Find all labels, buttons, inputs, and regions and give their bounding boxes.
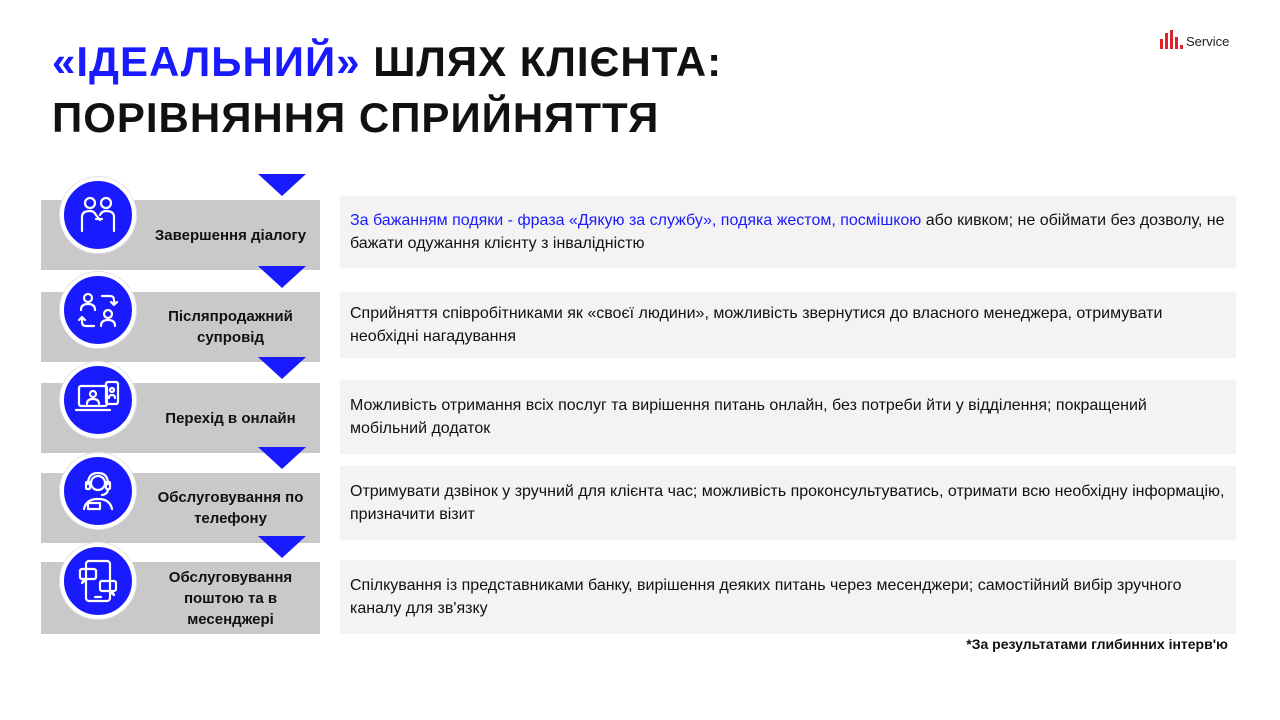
stage-label-1: Завершення діалогу bbox=[154, 226, 307, 244]
call-center-operator-icon bbox=[60, 453, 136, 529]
stage-desc-rest-3: Можливість отримання всіх послуг та вирішення питань онлайн, без потреби йти у відділення; покращений мобільний додаток bbox=[350, 397, 1147, 437]
handshake-people-icon bbox=[60, 177, 136, 253]
logo-text: Service bbox=[1186, 33, 1230, 49]
people-exchange-icon bbox=[60, 272, 136, 348]
stage-desc-text-5 bbox=[350, 574, 1226, 620]
stage-label-4: Обслуговування по телефону bbox=[157, 489, 304, 527]
messenger-phone-icon bbox=[60, 543, 136, 619]
stage-desc-rest-1: або кивком; не обіймати без дозволу, не бажати одужання клієнту з інвалідністю bbox=[350, 212, 1225, 252]
step-arrow-2 bbox=[258, 266, 306, 288]
stage-desc-highlight-1: За бажанням подяки - фраза «Дякую за службу», подяка жестом, посмішкою bbox=[350, 212, 922, 229]
stage-desc-1 bbox=[340, 196, 1236, 268]
stage-desc-text-4 bbox=[350, 480, 1226, 526]
stage-desc-3 bbox=[340, 380, 1236, 454]
stage-desc-5 bbox=[340, 560, 1236, 634]
step-arrow-5 bbox=[258, 536, 306, 558]
footnote: *За результатами глибинних інтерв'ю bbox=[966, 636, 1228, 652]
stage-desc-4 bbox=[340, 466, 1236, 540]
stage-desc-text-2 bbox=[350, 302, 1226, 348]
stage-label-5: Обслуговування поштою та в месенджері bbox=[168, 568, 293, 628]
stage-desc-rest-4: Отримувати дзвінок у зручний для клієнта час; можливість проконсультуватись, отримати всю необхідну інформацію, призначити візит bbox=[350, 483, 1225, 523]
service-logo bbox=[1160, 30, 1229, 52]
title-line2: ПОРІВНЯННЯ СПРИЙНЯТТЯ bbox=[52, 94, 660, 141]
bar-chart-logo-icon bbox=[1160, 30, 1184, 52]
stage-desc-text-1 bbox=[350, 209, 1226, 255]
stage-desc-text-3 bbox=[350, 394, 1226, 440]
title-accent: «ІДЕАЛЬНИЙ» bbox=[52, 38, 361, 85]
stage-label-3: Перехід в онлайн bbox=[165, 409, 296, 427]
stage-label-2: Післяпродажний супровід bbox=[168, 308, 293, 346]
step-arrow-3 bbox=[258, 357, 306, 379]
stage-desc-rest-2: Сприйняття співробітниками як «своєї людини», можливість звернутися до власного менеджера, отримувати необхідні нагадування bbox=[350, 305, 1163, 345]
step-arrow-1 bbox=[258, 174, 306, 196]
step-arrow-4 bbox=[258, 447, 306, 469]
slide-title bbox=[52, 34, 722, 146]
stage-desc-2 bbox=[340, 292, 1236, 358]
title-line1-rest: ШЛЯХ КЛІЄНТА: bbox=[360, 38, 723, 85]
online-devices-icon bbox=[60, 362, 136, 438]
stage-desc-rest-5: Спілкування із представниками банку, вирішення деяких питань через месенджери; самостійний вибір зручного каналу для зв'язку bbox=[350, 577, 1182, 617]
